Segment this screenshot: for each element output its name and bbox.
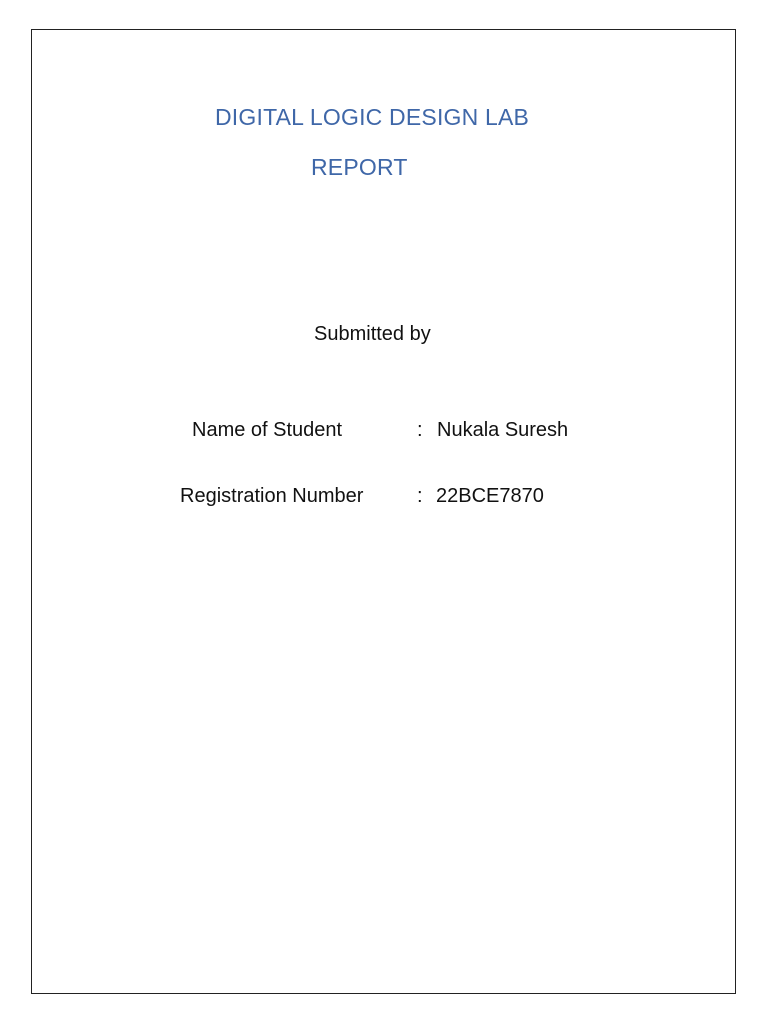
registration-number-label: Registration Number [180, 485, 364, 507]
report-title-line-1: DIGITAL LOGIC DESIGN LAB [215, 104, 530, 130]
registration-number-separator: : [417, 485, 423, 507]
registration-number-value: 22BCE7870 [436, 485, 544, 507]
student-name-separator: : [417, 419, 423, 441]
report-title-line-2: REPORT [311, 154, 408, 180]
submitted-by-heading: Submitted by [314, 323, 431, 345]
student-name-value: Nukala Suresh [437, 419, 569, 441]
student-name-label: Name of Student [192, 419, 343, 441]
